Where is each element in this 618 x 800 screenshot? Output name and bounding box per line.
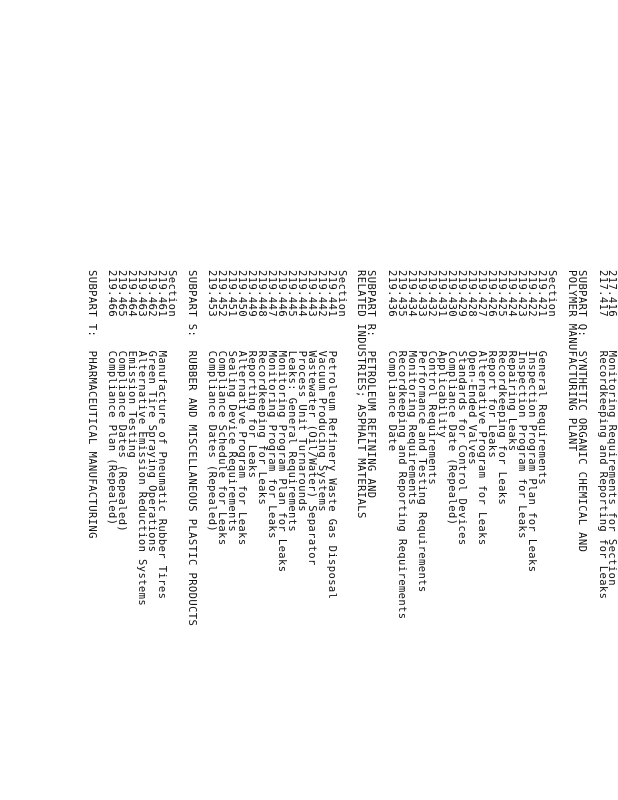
section-label: Section — [546, 270, 558, 318]
text-line: 219.432 Control Requirements — [426, 270, 438, 486]
text-line: 219.434 Monitoring Requirements — [406, 270, 418, 506]
text-line: 219.446 Monitoring Program Plan for Leaks — [276, 270, 288, 573]
section-label: Section — [336, 270, 348, 318]
text-line: 219.424 Repairing Leaks — [506, 270, 518, 452]
text-line: 217.417 Recordkeeping and Reporting for Leaks — [597, 270, 609, 600]
subpart-heading: SUBPART T: PHARMACEUTICAL MANUFACTURING — [86, 270, 98, 539]
subpart-heading: SUBPART Q: SYNTHETIC ORGANIC CHEMICAL AND — [576, 270, 588, 553]
text-line: 219.425 Recordkeeping for Leaks — [496, 270, 508, 506]
text-line: 219.422 Inspection Program Plan for Leaks — [526, 270, 538, 573]
text-line: 219.445 Leaks: General Requirements — [286, 270, 298, 533]
text-line: 219.443 Wastewater (Oil/Water) Separator — [306, 270, 318, 566]
text-line: 219.465 Compliance Dates (Repealed) — [116, 270, 128, 533]
text-line: 217.416 Monitoring Requirements for Section — [606, 270, 618, 586]
section-label: Section — [166, 270, 178, 318]
text-line: 219.429 Standards for Control Devices — [456, 270, 468, 546]
text-line: 219.448 Recordkeeping for Leaks — [256, 270, 268, 506]
text-line: 219.461 Manufacture of Pneumatic Rubber Tires — [156, 270, 168, 600]
text-line: 219.449 Reporting for Leaks — [246, 270, 258, 479]
text-line: 219.450 Alternative Program for Leaks — [236, 270, 248, 546]
text-line: 219.464 Emission Testing — [126, 270, 138, 459]
rotated-text-block — [78, 270, 618, 800]
text-line: 219.426 Report for Leaks — [486, 270, 498, 459]
text-line: 219.430 Compliance Date (Repealed) — [446, 270, 458, 526]
text-line: 219.423 Inspection Program for Leaks — [516, 270, 528, 539]
text-line: 219.466 Compliance Plan (Repealed) — [106, 270, 118, 526]
subpart-heading: POLYMER MANUFACTURING PLANT — [566, 270, 578, 452]
text-line: 219.453 Compliance Dates (Repealed) — [206, 270, 218, 533]
text-line: 219.428 Open-Ended Valves — [466, 270, 478, 465]
text-line: 219.435 Recordkeeping and Reporting Requirements — [396, 270, 408, 620]
text-line: 219.421 General Requirements — [536, 270, 548, 486]
subpart-heading: SUBPART R: PETROLEUM REFINING AND — [365, 270, 377, 499]
text-line: 219.431 Applicability — [436, 270, 448, 439]
text-line: 219.441 Petroleum Refinery Waste Gas Disposal — [326, 270, 338, 600]
text-line: 219.433 Performance and Testing Requirements — [416, 270, 428, 593]
subpart-heading: SUBPART S: RUBBER AND MISCELLANEOUS PLASTIC PRODUCTS — [186, 270, 198, 627]
text-line: 219.451 Sealing Device Requirements — [226, 270, 238, 533]
text-line: 219.444 Process Unit Turnarounds — [296, 270, 308, 512]
text-line: 219.463 Alternative Emission Reduction Systems — [136, 270, 148, 607]
text-line: 219.427 Alternative Program for Leaks — [476, 270, 488, 546]
text-line: 219.442 Vacuum Producing Systems — [316, 270, 328, 512]
subpart-heading: RELATED INDUSTRIES; ASPHALT MATERIALS — [355, 270, 367, 519]
text-line: 219.436 Compliance Date — [386, 270, 398, 452]
text-line: 219.447 Monitoring Program for Leaks — [266, 270, 278, 539]
text-line: 219.462 Green Tire Spraying Operations — [146, 270, 158, 553]
text-line: 219.452 Compliance Schedule for Leaks — [216, 270, 228, 546]
